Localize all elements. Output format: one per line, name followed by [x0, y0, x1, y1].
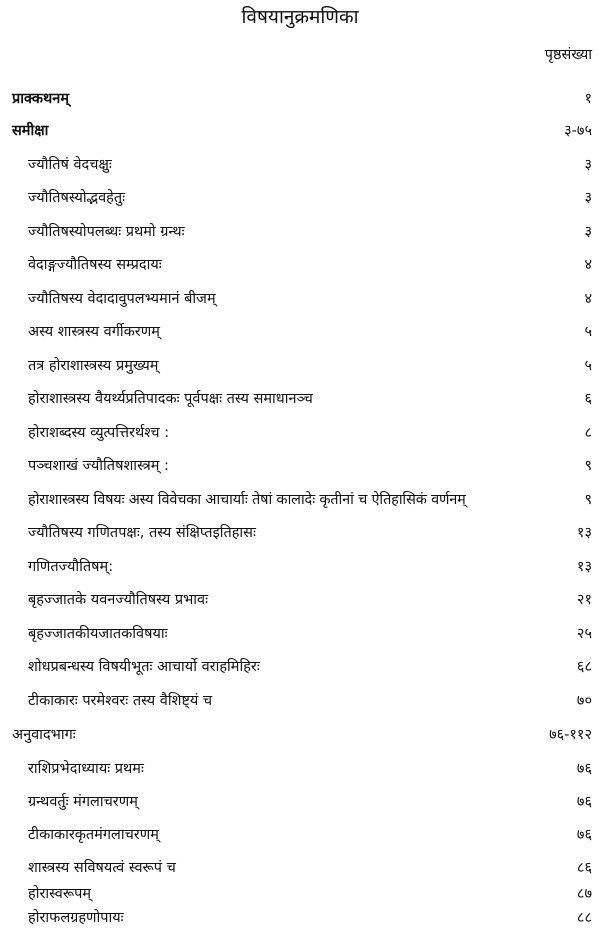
toc-entry	[0, 486, 600, 514]
toc-entry	[0, 184, 600, 212]
toc-entry	[0, 251, 600, 279]
toc-entry	[0, 755, 600, 783]
toc-entry-label: अस्य शास्त्रस्य वर्गीकरणम्	[28, 324, 160, 340]
toc-entry	[0, 519, 600, 547]
toc-entry	[0, 452, 600, 480]
toc-entry-label: होराशब्दस्य व्युत्पत्तिरर्थश्च :	[28, 425, 170, 441]
toc-entry-page: ७६	[576, 794, 592, 810]
toc-entry-label: होरास्वरूपम्	[28, 886, 92, 902]
toc-entry-label: ज्यौतिषस्य गणितपक्षः, तस्य संक्षिप्तइतिहासः	[28, 525, 256, 541]
toc-entry	[0, 218, 600, 246]
toc-entry	[0, 620, 600, 648]
toc-entry-page: ५	[584, 324, 592, 340]
toc-entry	[0, 788, 600, 816]
page-title: विषयानुक्रमणिका	[241, 6, 359, 28]
toc-entry-page: ६८	[576, 659, 592, 675]
toc-entry-label: पञ्चशाखं ज्यौतिषशास्त्रम् :	[28, 458, 169, 474]
toc-entry-label: ज्यौतिषं वेदचक्षुः	[28, 157, 112, 173]
toc-entry-page: ४	[584, 257, 592, 273]
toc-entry-page: २५	[576, 626, 592, 642]
toc-entry-page: ३	[584, 224, 592, 240]
toc-entry-page: ८६	[576, 860, 592, 876]
toc-entry-page: ३	[584, 190, 592, 206]
toc-entry	[0, 586, 600, 614]
toc-entry	[0, 854, 600, 882]
toc-entry-label: ज्यौतिषस्योद्भवहेतुः	[28, 190, 126, 206]
toc-entry-label: ज्यौतिषस्य वेदादावुपलभ्यमानं बीजम्	[28, 291, 216, 307]
toc-entry	[0, 653, 600, 681]
toc-entry-label: शास्त्रस्य सविषयत्वं स्वरूपं च	[28, 860, 176, 876]
toc-entry-label: शोधप्रबन्धस्य विषयीभूतः आचार्यो वराहमिहिरः	[28, 659, 260, 675]
toc-entry	[0, 904, 600, 932]
toc-entry-label: टीकाकारकृतमंगलाचरणम्	[28, 827, 159, 843]
toc-entry-page: ७६-११२	[549, 727, 592, 743]
toc-entry-label: होराशास्त्रस्य विषयः अस्य विवेचका आचार्याः तेषां कालादेः कृतीनां च ऐतिहासिकं वर्णनम्	[28, 492, 466, 508]
toc-entry-label: अनुवादभागः	[12, 727, 76, 743]
toc-entry-page: १	[584, 91, 592, 107]
toc-entry	[0, 352, 600, 380]
toc-entry-page: ६	[584, 391, 592, 407]
toc-entry-label: टीकाकारः परमेश्वरः तस्य वैशिष्ट्यं च	[28, 693, 213, 709]
toc-entry-page: ७६	[576, 827, 592, 843]
toc-entry-page: ४	[584, 291, 592, 307]
toc-entry	[0, 553, 600, 581]
toc-entry-label: बृहज्जातके यवनज्यौतिषस्य प्रभावः	[28, 592, 209, 608]
toc-entry	[0, 385, 600, 413]
toc-entry-page: ८	[584, 425, 592, 441]
page-number-column-header: पृष्ठसंख्या	[544, 47, 592, 63]
toc-entry-page: २१	[576, 592, 592, 608]
toc-entry-page: ९	[584, 492, 592, 508]
toc-entry	[0, 687, 600, 715]
toc-entry-page: ९	[584, 458, 592, 474]
toc-entry-label: राशिप्रभेदाध्यायः प्रथमः	[28, 761, 144, 777]
toc-entry-page: ८८	[576, 910, 592, 926]
toc-entry-page: ७०	[576, 693, 592, 709]
toc-entry-label: समीक्षा	[12, 123, 49, 139]
toc-entry	[0, 85, 600, 113]
toc-entry-page: १३	[576, 559, 592, 575]
toc-entry	[0, 419, 600, 447]
toc-entry-label: बृहज्जातकीयजातकविषयाः	[28, 626, 168, 642]
toc-entry	[0, 821, 600, 849]
toc-entry-label: गणितज्यौतिषम्:	[28, 559, 114, 575]
toc-entry-page: ५	[584, 358, 592, 374]
toc-entry	[0, 721, 600, 749]
toc-entry-page: ३	[584, 157, 592, 173]
toc-entry-page: ३-७५	[564, 123, 592, 139]
toc-entry-label: होराफलग्रहणोपायः	[28, 910, 124, 926]
toc-entry	[0, 151, 600, 179]
toc-entry-page: १३	[576, 525, 592, 541]
toc-entry	[0, 117, 600, 145]
toc-entry-label: ग्रन्थवर्तुः मंगलाचरणम्	[28, 794, 138, 810]
toc-entry-label: ज्यौतिषस्योपलब्धः प्रथमो ग्रन्थः	[28, 224, 185, 240]
toc-entry-label: होराशास्त्रस्य वैयर्थ्यप्रतिपादकः पूर्वपक्षः तस्य समाधानञ्च	[28, 391, 313, 407]
toc-entry-page: ७६	[576, 761, 592, 777]
toc-entry	[0, 285, 600, 313]
toc-entry-page: ८७	[576, 886, 592, 902]
toc-entry	[0, 318, 600, 346]
toc-entry-label: प्राक्कथनम्	[12, 91, 70, 107]
toc-entry-label: वेदाङ्गज्यौतिषस्य सम्प्रदायः	[28, 257, 162, 273]
toc-entry-label: तत्र होराशास्त्रस्य प्रमुख्यम्	[28, 358, 159, 374]
